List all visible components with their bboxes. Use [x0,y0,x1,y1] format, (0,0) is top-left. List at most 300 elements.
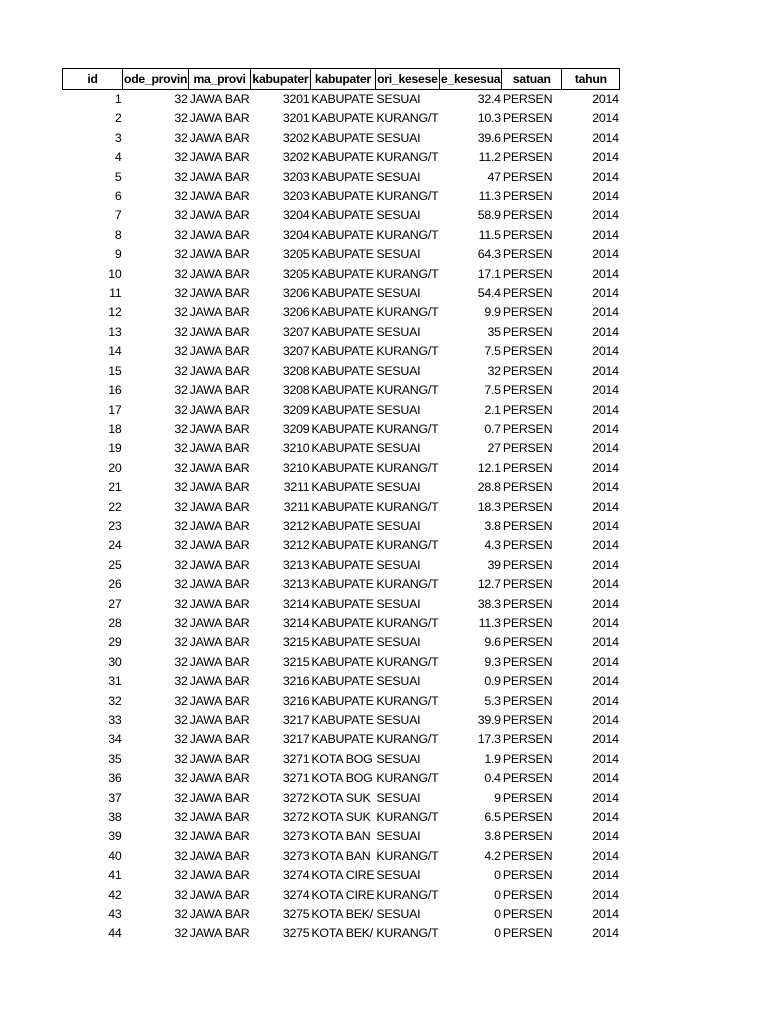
cell-kode-provinsi[interactable]: 32 [174,305,188,320]
cell-kode-provinsi[interactable]: 32 [174,92,188,106]
cell-nama-kabupaten-kota[interactable]: KABUPATE [311,674,374,689]
cell-kode-kabupaten-kota[interactable]: 3271 [282,771,310,786]
cell-nama-kabupaten-kota[interactable]: KABUPATE [311,732,374,747]
cell-persentase-kesesuaian[interactable]: 6.5 [484,810,501,825]
cell-kategori-kesesuaian[interactable]: KURANG/T [376,305,439,320]
cell-nama-provinsi[interactable]: JAWA BAR [189,557,250,572]
cell-persentase-kesesuaian[interactable]: 39 [487,557,501,572]
column-header-kode-kabupaten-kota[interactable]: kabupater [250,69,310,90]
cell-kode-provinsi[interactable]: 32 [174,848,188,863]
cell-satuan[interactable]: PERSEN [502,907,553,922]
cell-kode-provinsi[interactable]: 32 [174,868,188,883]
cell-kode-provinsi[interactable]: 32 [174,674,188,689]
cell-kode-provinsi[interactable]: 32 [174,751,188,766]
cell-id[interactable]: 43 [108,907,122,922]
cell-id[interactable]: 33 [108,713,122,727]
cell-persentase-kesesuaian[interactable]: 11.5 [478,227,501,242]
cell-kode-kabupaten-kota[interactable]: 3208 [282,383,310,398]
cell-tahun[interactable]: 2014 [592,635,619,650]
cell-nama-provinsi[interactable]: JAWA BAR [189,577,250,592]
cell-id[interactable]: 4 [114,150,122,165]
cell-kode-kabupaten-kota[interactable]: 3213 [282,577,310,592]
cell-tahun[interactable]: 2014 [592,596,619,611]
cell-persentase-kesesuaian[interactable]: 9.6 [484,635,501,650]
cell-persentase-kesesuaian[interactable]: 1.9 [484,751,501,766]
cell-nama-kabupaten-kota[interactable]: KABUPATE [311,577,374,592]
cell-id[interactable]: 34 [108,732,122,747]
cell-persentase-kesesuaian[interactable]: 3.8 [484,518,501,533]
cell-kategori-kesesuaian[interactable]: SESUAI [376,363,421,378]
cell-kategori-kesesuaian[interactable]: KURANG/T [376,344,439,359]
cell-nama-provinsi[interactable]: JAWA BAR [189,111,250,126]
cell-kategori-kesesuaian[interactable]: KURANG/T [376,538,439,553]
cell-nama-provinsi[interactable]: JAWA BAR [189,363,250,378]
cell-nama-kabupaten-kota[interactable]: KOTA BEK/ [311,926,373,941]
cell-satuan[interactable]: PERSEN [502,247,553,262]
cell-kode-kabupaten-kota[interactable]: 3217 [282,713,310,727]
cell-kode-kabupaten-kota[interactable]: 3211 [283,499,310,514]
cell-persentase-kesesuaian[interactable]: 11.2 [478,150,501,165]
cell-nama-kabupaten-kota[interactable]: KABUPATE [311,208,374,223]
cell-nama-kabupaten-kota[interactable]: KOTA BAN [311,829,371,844]
column-header-kode-provinsi[interactable]: ode_provin [123,69,189,90]
column-header-kategori-kesesuaian[interactable]: ori_kesese [375,69,439,90]
cell-tahun[interactable]: 2014 [592,305,619,320]
cell-kode-kabupaten-kota[interactable]: 3273 [282,829,310,844]
cell-kategori-kesesuaian[interactable]: SESUAI [376,208,421,223]
column-header-satuan[interactable]: satuan [502,69,562,90]
cell-tahun[interactable]: 2014 [592,92,619,106]
cell-persentase-kesesuaian[interactable]: 7.5 [484,383,501,398]
cell-nama-provinsi[interactable]: JAWA BAR [189,402,250,417]
cell-nama-provinsi[interactable]: JAWA BAR [189,615,250,630]
cell-kategori-kesesuaian[interactable]: SESUAI [376,829,421,844]
cell-satuan[interactable]: PERSEN [502,829,553,844]
cell-kode-provinsi[interactable]: 32 [174,518,188,533]
cell-nama-kabupaten-kota[interactable]: KABUPATE [311,383,374,398]
cell-kode-kabupaten-kota[interactable]: 3215 [282,654,310,669]
cell-kode-provinsi[interactable]: 32 [174,189,188,204]
cell-kategori-kesesuaian[interactable]: KURANG/T [376,150,439,165]
cell-kode-provinsi[interactable]: 32 [174,635,188,650]
cell-satuan[interactable]: PERSEN [502,751,553,766]
cell-tahun[interactable]: 2014 [592,615,619,630]
cell-nama-provinsi[interactable]: JAWA BAR [189,829,250,844]
cell-nama-kabupaten-kota[interactable]: KABUPATE [311,324,374,339]
cell-nama-provinsi[interactable]: JAWA BAR [189,499,250,514]
cell-persentase-kesesuaian[interactable]: 12.1 [477,460,501,475]
cell-tahun[interactable]: 2014 [592,421,619,436]
cell-nama-provinsi[interactable]: JAWA BAR [189,169,250,184]
cell-kode-kabupaten-kota[interactable]: 3213 [282,557,310,572]
cell-nama-provinsi[interactable]: JAWA BAR [189,887,250,902]
cell-satuan[interactable]: PERSEN [502,460,553,475]
cell-id[interactable]: 1 [114,92,122,106]
cell-nama-provinsi[interactable]: JAWA BAR [189,771,250,786]
cell-kategori-kesesuaian[interactable]: KURANG/T [376,577,439,592]
cell-satuan[interactable]: PERSEN [502,324,553,339]
cell-id[interactable]: 36 [108,771,122,786]
cell-kategori-kesesuaian[interactable]: KURANG/T [376,887,439,902]
cell-persentase-kesesuaian[interactable]: 0 [494,887,501,902]
cell-nama-provinsi[interactable]: JAWA BAR [189,130,250,145]
cell-nama-provinsi[interactable]: JAWA BAR [189,907,250,922]
cell-kategori-kesesuaian[interactable]: KURANG/T [376,383,439,398]
cell-satuan[interactable]: PERSEN [502,693,553,708]
column-header-nama-kabupaten-kota[interactable]: kabupater [310,69,375,90]
cell-id[interactable]: 32 [108,693,122,708]
cell-nama-kabupaten-kota[interactable]: KABUPATE [311,111,374,126]
cell-nama-kabupaten-kota[interactable]: KABUPATE [311,518,374,533]
cell-satuan[interactable]: PERSEN [502,926,553,941]
cell-persentase-kesesuaian[interactable]: 64.3 [477,247,501,262]
cell-id[interactable]: 17 [108,402,122,417]
cell-satuan[interactable]: PERSEN [502,111,553,126]
cell-tahun[interactable]: 2014 [592,324,619,339]
cell-kode-provinsi[interactable]: 32 [174,227,188,242]
cell-kode-kabupaten-kota[interactable]: 3273 [282,848,310,863]
cell-kode-kabupaten-kota[interactable]: 3217 [282,732,310,747]
cell-nama-provinsi[interactable]: JAWA BAR [189,266,250,281]
cell-id[interactable]: 13 [108,324,122,339]
cell-id[interactable]: 30 [108,654,122,669]
cell-kategori-kesesuaian[interactable]: SESUAI [376,441,421,456]
cell-kategori-kesesuaian[interactable]: SESUAI [376,92,421,106]
cell-persentase-kesesuaian[interactable]: 28.8 [477,480,501,495]
cell-id[interactable]: 41 [108,868,122,883]
cell-kode-kabupaten-kota[interactable]: 3203 [282,169,310,184]
cell-kategori-kesesuaian[interactable]: SESUAI [376,596,421,611]
cell-tahun[interactable]: 2014 [592,732,619,747]
cell-kode-provinsi[interactable]: 32 [174,615,188,630]
cell-tahun[interactable]: 2014 [592,810,619,825]
cell-satuan[interactable]: PERSEN [502,615,553,630]
column-header-tahun[interactable]: tahun [562,69,620,90]
cell-kode-kabupaten-kota[interactable]: 3274 [282,868,310,883]
cell-id[interactable]: 16 [108,383,122,398]
cell-nama-provinsi[interactable]: JAWA BAR [189,460,250,475]
cell-kode-provinsi[interactable]: 32 [174,266,188,281]
cell-id[interactable]: 15 [108,363,122,378]
cell-nama-provinsi[interactable]: JAWA BAR [189,713,250,727]
cell-tahun[interactable]: 2014 [592,674,619,689]
cell-kode-kabupaten-kota[interactable]: 3212 [282,538,310,553]
cell-kode-provinsi[interactable]: 32 [174,402,188,417]
cell-nama-kabupaten-kota[interactable]: KABUPATE [311,635,374,650]
cell-satuan[interactable]: PERSEN [502,732,553,747]
cell-kode-provinsi[interactable]: 32 [174,460,188,475]
cell-tahun[interactable]: 2014 [592,247,619,262]
cell-nama-kabupaten-kota[interactable]: KABUPATE [311,538,374,553]
cell-persentase-kesesuaian[interactable]: 0 [494,907,501,922]
cell-kategori-kesesuaian[interactable]: KURANG/T [376,615,439,630]
cell-persentase-kesesuaian[interactable]: 27 [487,441,501,456]
cell-kode-kabupaten-kota[interactable]: 3209 [282,402,310,417]
cell-kode-provinsi[interactable]: 32 [174,130,188,145]
cell-nama-kabupaten-kota[interactable]: KABUPATE [311,92,374,106]
cell-kode-provinsi[interactable]: 32 [174,363,188,378]
cell-kategori-kesesuaian[interactable]: KURANG/T [376,421,439,436]
cell-satuan[interactable]: PERSEN [502,596,553,611]
cell-satuan[interactable]: PERSEN [502,577,553,592]
cell-kode-kabupaten-kota[interactable]: 3209 [282,421,310,436]
cell-persentase-kesesuaian[interactable]: 0.4 [484,771,501,786]
cell-kategori-kesesuaian[interactable]: KURANG/T [376,654,439,669]
cell-kode-provinsi[interactable]: 32 [174,480,188,495]
cell-kategori-kesesuaian[interactable]: SESUAI [376,130,421,145]
cell-nama-provinsi[interactable]: JAWA BAR [189,92,250,106]
cell-kategori-kesesuaian[interactable]: KURANG/T [376,848,439,863]
cell-nama-provinsi[interactable]: JAWA BAR [189,926,250,941]
cell-kategori-kesesuaian[interactable]: KURANG/T [376,732,439,747]
cell-kode-kabupaten-kota[interactable]: 3214 [282,615,310,630]
cell-nama-kabupaten-kota[interactable]: KABUPATE [311,499,374,514]
cell-kode-kabupaten-kota[interactable]: 3207 [282,344,310,359]
cell-satuan[interactable]: PERSEN [502,635,553,650]
cell-kode-kabupaten-kota[interactable]: 3272 [282,790,310,805]
cell-kategori-kesesuaian[interactable]: KURANG/T [376,771,439,786]
cell-tahun[interactable]: 2014 [592,363,619,378]
cell-nama-kabupaten-kota[interactable]: KABUPATE [311,480,374,495]
cell-satuan[interactable]: PERSEN [502,480,553,495]
cell-kode-provinsi[interactable]: 32 [174,169,188,184]
cell-kode-kabupaten-kota[interactable]: 3202 [282,150,310,165]
cell-kode-provinsi[interactable]: 32 [174,441,188,456]
cell-kode-kabupaten-kota[interactable]: 3204 [282,208,310,223]
cell-nama-kabupaten-kota[interactable]: KOTA SUK [311,810,371,825]
cell-persentase-kesesuaian[interactable]: 7.5 [484,344,501,359]
cell-satuan[interactable]: PERSEN [502,130,553,145]
cell-persentase-kesesuaian[interactable]: 0 [494,868,501,883]
cell-id[interactable]: 39 [108,829,122,844]
cell-tahun[interactable]: 2014 [592,926,619,941]
cell-id[interactable]: 29 [108,635,122,650]
cell-kode-provinsi[interactable]: 32 [174,557,188,572]
cell-nama-kabupaten-kota[interactable]: KABUPATE [311,713,374,727]
cell-tahun[interactable]: 2014 [592,693,619,708]
cell-kode-kabupaten-kota[interactable]: 3215 [282,635,310,650]
cell-id[interactable]: 8 [114,227,122,242]
cell-nama-provinsi[interactable]: JAWA BAR [189,732,250,747]
cell-persentase-kesesuaian[interactable]: 10.3 [477,111,501,126]
cell-persentase-kesesuaian[interactable]: 4.3 [484,538,501,553]
cell-kode-kabupaten-kota[interactable]: 3275 [282,907,310,922]
cell-kode-kabupaten-kota[interactable]: 3216 [282,693,310,708]
cell-id[interactable]: 27 [108,596,122,611]
cell-nama-kabupaten-kota[interactable]: KABUPATE [311,596,374,611]
cell-tahun[interactable]: 2014 [592,654,619,669]
cell-persentase-kesesuaian[interactable]: 58.9 [477,208,501,223]
cell-persentase-kesesuaian[interactable]: 4.2 [484,848,501,863]
cell-nama-kabupaten-kota[interactable]: KABUPATE [311,441,374,456]
cell-nama-provinsi[interactable]: JAWA BAR [189,480,250,495]
cell-satuan[interactable]: PERSEN [502,363,553,378]
cell-tahun[interactable]: 2014 [592,111,619,126]
cell-tahun[interactable]: 2014 [592,771,619,786]
cell-nama-kabupaten-kota[interactable]: KOTA BEK/ [311,907,373,922]
cell-id[interactable]: 40 [108,848,122,863]
cell-tahun[interactable]: 2014 [592,848,619,863]
cell-kode-kabupaten-kota[interactable]: 3202 [282,130,310,145]
cell-nama-kabupaten-kota[interactable]: KABUPATE [311,227,374,242]
cell-kategori-kesesuaian[interactable]: SESUAI [376,674,421,689]
cell-kategori-kesesuaian[interactable]: KURANG/T [376,266,439,281]
cell-nama-kabupaten-kota[interactable]: KABUPATE [311,402,374,417]
cell-kode-provinsi[interactable]: 32 [174,150,188,165]
cell-kode-kabupaten-kota[interactable]: 3212 [282,518,310,533]
cell-kode-provinsi[interactable]: 32 [174,247,188,262]
cell-kode-kabupaten-kota[interactable]: 3272 [282,810,310,825]
cell-tahun[interactable]: 2014 [592,227,619,242]
cell-satuan[interactable]: PERSEN [502,208,553,223]
cell-nama-provinsi[interactable]: JAWA BAR [189,286,250,301]
cell-tahun[interactable]: 2014 [592,538,619,553]
cell-nama-provinsi[interactable]: JAWA BAR [189,421,250,436]
cell-satuan[interactable]: PERSEN [502,227,553,242]
cell-tahun[interactable]: 2014 [592,383,619,398]
cell-id[interactable]: 42 [108,887,122,902]
column-header-nama-provinsi[interactable]: ma_provi [189,69,251,90]
cell-id[interactable]: 35 [108,751,122,766]
cell-kategori-kesesuaian[interactable]: KURANG/T [376,227,439,242]
cell-tahun[interactable]: 2014 [592,557,619,572]
cell-id[interactable]: 12 [108,305,122,320]
cell-kategori-kesesuaian[interactable]: SESUAI [376,480,421,495]
cell-kode-provinsi[interactable]: 32 [174,344,188,359]
cell-nama-provinsi[interactable]: JAWA BAR [189,596,250,611]
cell-satuan[interactable]: PERSEN [502,868,553,883]
cell-tahun[interactable]: 2014 [592,751,619,766]
cell-nama-kabupaten-kota[interactable]: KABUPATE [311,305,374,320]
cell-nama-provinsi[interactable]: JAWA BAR [189,383,250,398]
cell-persentase-kesesuaian[interactable]: 0.7 [484,421,501,436]
cell-kategori-kesesuaian[interactable]: SESUAI [376,713,421,727]
cell-tahun[interactable]: 2014 [592,266,619,281]
cell-kode-provinsi[interactable]: 32 [174,790,188,805]
cell-satuan[interactable]: PERSEN [502,790,553,805]
cell-id[interactable]: 26 [108,577,122,592]
cell-kode-kabupaten-kota[interactable]: 3203 [282,189,310,204]
cell-tahun[interactable]: 2014 [592,887,619,902]
cell-kode-kabupaten-kota[interactable]: 3275 [282,926,310,941]
cell-nama-provinsi[interactable]: JAWA BAR [189,810,250,825]
cell-persentase-kesesuaian[interactable]: 17.1 [477,266,501,281]
cell-id[interactable]: 11 [109,286,122,301]
cell-kategori-kesesuaian[interactable]: SESUAI [376,247,421,262]
cell-kode-kabupaten-kota[interactable]: 3210 [282,441,310,456]
cell-nama-kabupaten-kota[interactable]: KABUPATE [311,693,374,708]
cell-persentase-kesesuaian[interactable]: 0.9 [484,674,501,689]
cell-id[interactable]: 14 [108,344,122,359]
cell-id[interactable]: 28 [108,615,122,630]
cell-satuan[interactable]: PERSEN [502,538,553,553]
cell-nama-kabupaten-kota[interactable]: KABUPATE [311,460,374,475]
cell-nama-provinsi[interactable]: JAWA BAR [189,247,250,262]
cell-satuan[interactable]: PERSEN [502,848,553,863]
cell-kode-provinsi[interactable]: 32 [174,654,188,669]
cell-kode-provinsi[interactable]: 32 [174,693,188,708]
cell-satuan[interactable]: PERSEN [502,344,553,359]
cell-satuan[interactable]: PERSEN [502,305,553,320]
cell-kode-provinsi[interactable]: 32 [174,907,188,922]
cell-kategori-kesesuaian[interactable]: KURANG/T [376,693,439,708]
cell-persentase-kesesuaian[interactable]: 18.3 [477,499,501,514]
cell-kode-provinsi[interactable]: 32 [174,538,188,553]
cell-kode-kabupaten-kota[interactable]: 3216 [282,674,310,689]
cell-id[interactable]: 21 [108,480,122,495]
cell-kode-provinsi[interactable]: 32 [174,771,188,786]
cell-kode-kabupaten-kota[interactable]: 3201 [282,111,310,126]
cell-nama-kabupaten-kota[interactable]: KABUPATE [311,150,374,165]
cell-kode-provinsi[interactable]: 32 [174,111,188,126]
cell-nama-provinsi[interactable]: JAWA BAR [189,305,250,320]
cell-satuan[interactable]: PERSEN [502,654,553,669]
cell-nama-kabupaten-kota[interactable]: KABUPATE [311,615,374,630]
cell-kode-provinsi[interactable]: 32 [174,286,188,301]
cell-id[interactable]: 20 [108,460,122,475]
cell-tahun[interactable]: 2014 [592,577,619,592]
cell-kategori-kesesuaian[interactable]: SESUAI [376,868,421,883]
cell-tahun[interactable]: 2014 [592,189,619,204]
cell-satuan[interactable]: PERSEN [502,713,553,727]
cell-id[interactable]: 10 [108,266,122,281]
cell-kode-provinsi[interactable]: 32 [174,324,188,339]
cell-tahun[interactable]: 2014 [592,829,619,844]
column-header-persentase-kesesuaian[interactable]: e_kesesua [439,69,501,90]
cell-id[interactable]: 44 [108,926,122,941]
cell-satuan[interactable]: PERSEN [502,421,553,436]
cell-tahun[interactable]: 2014 [592,344,619,359]
cell-kategori-kesesuaian[interactable]: KURANG/T [376,499,439,514]
cell-kode-provinsi[interactable]: 32 [174,383,188,398]
cell-kategori-kesesuaian[interactable]: SESUAI [376,518,421,533]
cell-nama-provinsi[interactable]: JAWA BAR [189,189,250,204]
cell-satuan[interactable]: PERSEN [502,887,553,902]
cell-kategori-kesesuaian[interactable]: KURANG/T [376,111,439,126]
cell-nama-provinsi[interactable]: JAWA BAR [189,848,250,863]
cell-nama-kabupaten-kota[interactable]: KOTA CIRE [311,868,375,883]
cell-nama-provinsi[interactable]: JAWA BAR [189,344,250,359]
cell-kode-kabupaten-kota[interactable]: 3201 [282,92,310,106]
cell-nama-kabupaten-kota[interactable]: KABUPATE [311,363,374,378]
cell-kode-kabupaten-kota[interactable]: 3205 [282,247,310,262]
cell-kategori-kesesuaian[interactable]: KURANG/T [376,189,439,204]
cell-id[interactable]: 5 [114,169,122,184]
cell-nama-kabupaten-kota[interactable]: KABUPATE [311,286,374,301]
cell-tahun[interactable]: 2014 [592,130,619,145]
cell-kode-provinsi[interactable]: 32 [174,421,188,436]
cell-tahun[interactable]: 2014 [592,868,619,883]
cell-persentase-kesesuaian[interactable]: 32 [487,363,501,378]
cell-nama-kabupaten-kota[interactable]: KABUPATE [311,654,374,669]
cell-id[interactable]: 9 [114,247,122,262]
cell-kode-provinsi[interactable]: 32 [174,713,188,727]
cell-tahun[interactable]: 2014 [592,480,619,495]
cell-nama-provinsi[interactable]: JAWA BAR [189,324,250,339]
cell-kategori-kesesuaian[interactable]: KURANG/T [376,460,439,475]
cell-persentase-kesesuaian[interactable]: 32.4 [477,92,501,106]
column-header-id[interactable]: id [63,69,123,90]
cell-nama-provinsi[interactable]: JAWA BAR [189,868,250,883]
cell-nama-kabupaten-kota[interactable]: KOTA BOG [311,771,373,786]
cell-kategori-kesesuaian[interactable]: SESUAI [376,169,421,184]
cell-kode-kabupaten-kota[interactable]: 3204 [282,227,310,242]
cell-id[interactable]: 31 [108,674,122,689]
cell-tahun[interactable]: 2014 [592,460,619,475]
cell-tahun[interactable]: 2014 [592,713,619,727]
cell-satuan[interactable]: PERSEN [502,771,553,786]
cell-kode-provinsi[interactable]: 32 [174,596,188,611]
